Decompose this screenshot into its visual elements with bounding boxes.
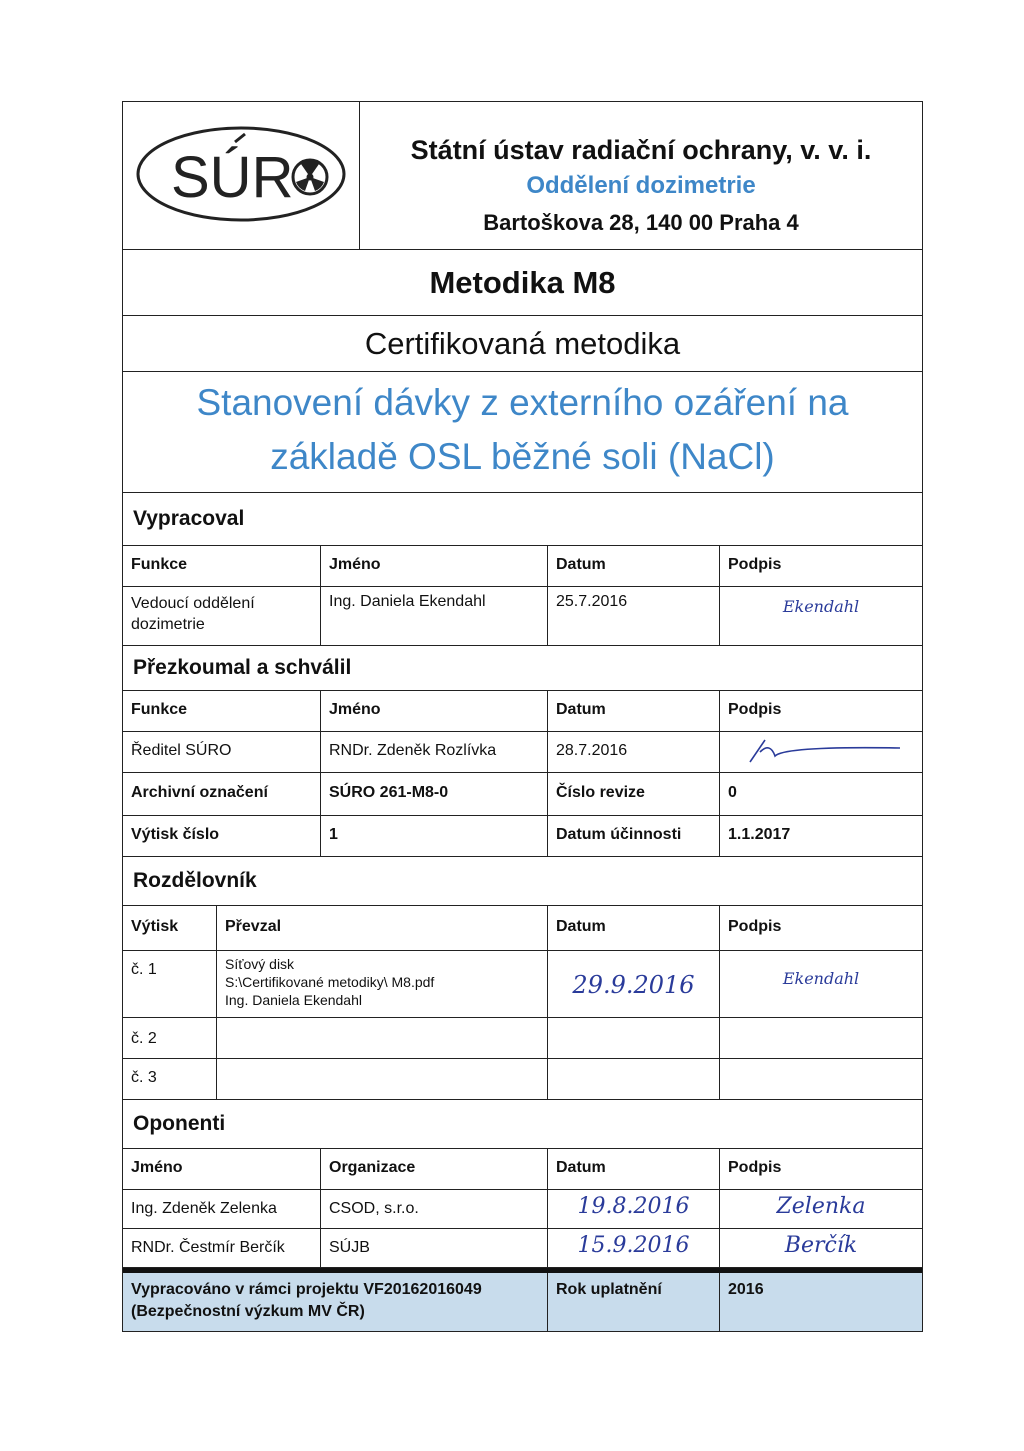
prepared-section <box>123 493 922 646</box>
prepared-signature: Ekendahl <box>782 597 860 616</box>
org-name: Státní ústav radiační ochrany, v. v. i. <box>410 135 872 165</box>
opponent-signature-2: Berčík <box>784 1233 858 1258</box>
approved-col-function: Funkce <box>123 691 321 731</box>
copy-value: 1 <box>321 816 548 856</box>
prepared-header-row <box>123 545 922 586</box>
distribution-signature-2 <box>720 1018 922 1058</box>
opponents-row-1 <box>123 1189 922 1228</box>
archive-label: Archivní označení <box>123 773 321 815</box>
opponent-signature-1: Zelenka <box>776 1194 866 1219</box>
subject-line-2: základě OSL běžné soli (NaCl) <box>270 436 775 477</box>
prepared-data-row <box>123 586 922 645</box>
header-row <box>123 102 922 250</box>
distribution-signature-1: Ekendahl <box>782 969 860 988</box>
distribution-received-1-line1: Síťový disk <box>225 956 295 972</box>
opponent-date-1: 19.8.2016 <box>548 1190 720 1228</box>
approved-function: Ředitel SÚRO <box>123 732 321 772</box>
footer-year-label: Rok uplatnění <box>548 1273 720 1331</box>
prepared-col-date: Datum <box>548 546 720 586</box>
opponent-name-1: Ing. Zdeněk Zelenka <box>123 1190 321 1228</box>
distribution-row-2 <box>123 1017 922 1058</box>
distribution-section <box>123 857 922 1100</box>
opponent-org-2: SÚJB <box>321 1229 548 1267</box>
opponents-col-date: Datum <box>548 1149 720 1189</box>
prepared-function-line2: dozimetrie <box>131 616 205 633</box>
opponents-section <box>123 1100 922 1268</box>
approved-name: RNDr. Zdeněk Rozlívka <box>321 732 548 772</box>
distribution-title: Rozdělovník <box>133 869 257 892</box>
prepared-col-function: Funkce <box>123 546 321 586</box>
approved-col-date: Datum <box>548 691 720 731</box>
logo-cell <box>123 102 360 249</box>
prepared-col-signature: Podpis <box>728 556 782 573</box>
effective-label: Datum účinnosti <box>548 816 720 856</box>
prepared-date: 25.7.2016 <box>548 587 720 645</box>
footer-project-line1: Vypracováno v rámci projektu VF20162016049 <box>131 1281 482 1298</box>
distribution-col-copy: Výtisk <box>123 906 217 950</box>
archive-row <box>123 772 922 815</box>
org-department: Oddělení dozimetrie <box>526 172 756 199</box>
subject-line-1: Stanovení dávky z externího ozáření na <box>196 382 849 423</box>
distribution-col-date: Datum <box>548 906 720 950</box>
footer-row <box>123 1268 922 1331</box>
prepared-name: Ing. Daniela Ekendahl <box>321 587 548 645</box>
distribution-col-received: Převzal <box>217 906 548 950</box>
opponents-col-name: Jméno <box>123 1149 321 1189</box>
footer-project-line2: (Bezpečnostní výzkum MV ČR) <box>131 1303 365 1320</box>
distribution-date-3 <box>548 1059 720 1099</box>
distribution-received-1-line2: S:\Certifikované metodiky\ M8.pdf <box>225 974 435 990</box>
opponent-org-1: CSOD, s.r.o. <box>321 1190 548 1228</box>
effective-value: 1.1.2017 <box>728 826 791 843</box>
document-title: Metodika M8 <box>123 250 922 316</box>
org-cell <box>360 102 922 249</box>
distribution-row-3 <box>123 1058 922 1099</box>
distribution-copy-1: č. 1 <box>123 951 217 1017</box>
prepared-col-name: Jméno <box>321 546 548 586</box>
document-type: Certifikovaná metodika <box>123 316 922 372</box>
approved-section <box>123 646 922 857</box>
opponents-title: Oponenti <box>133 1112 226 1135</box>
distribution-date-1: 29.9.2016 <box>548 951 720 1017</box>
opponents-col-signature: Podpis <box>728 1159 782 1176</box>
opponent-date-2: 15.9.2016 <box>548 1229 720 1267</box>
distribution-col-signature: Podpis <box>728 918 782 935</box>
revision-value: 0 <box>728 784 737 801</box>
copy-row <box>123 815 922 856</box>
distribution-row-1 <box>123 950 922 1017</box>
approved-header-row <box>123 690 922 731</box>
distribution-header-row <box>123 905 922 950</box>
approved-title: Přezkoumal a schválil <box>133 656 352 679</box>
approved-date: 28.7.2016 <box>548 732 720 772</box>
approved-col-name: Jméno <box>321 691 548 731</box>
org-address: Bartoškova 28, 140 00 Praha 4 <box>483 210 799 235</box>
opponents-col-org: Organizace <box>321 1149 548 1189</box>
opponents-row-2 <box>123 1228 922 1267</box>
logo-text: SÚR <box>171 145 294 210</box>
approved-signature <box>720 732 922 772</box>
distribution-received-2 <box>217 1018 548 1058</box>
subject-block <box>123 372 922 493</box>
distribution-received-1-line3: Ing. Daniela Ekendahl <box>225 992 362 1008</box>
approved-signature-icon <box>730 732 910 772</box>
distribution-received-3 <box>217 1059 548 1099</box>
suro-logo-icon <box>123 102 359 250</box>
footer-year-value: 2016 <box>728 1281 764 1298</box>
prepared-function <box>123 587 321 645</box>
distribution-copy-3: č. 3 <box>123 1059 217 1099</box>
distribution-received-1 <box>217 951 548 1017</box>
prepared-function-line1: Vedoucí oddělení <box>131 595 255 612</box>
opponent-name-2: RNDr. Čestmír Berčík <box>123 1229 321 1267</box>
prepared-title: Vypracoval <box>133 507 245 530</box>
document-subject <box>123 372 922 492</box>
document-frame <box>122 101 923 1332</box>
approved-data-row <box>123 731 922 772</box>
distribution-copy-2: č. 2 <box>123 1018 217 1058</box>
distribution-signature-3 <box>720 1059 922 1099</box>
distribution-date-2 <box>548 1018 720 1058</box>
footer-project <box>123 1273 548 1331</box>
opponents-header-row <box>123 1148 922 1189</box>
approved-col-signature: Podpis <box>728 701 782 718</box>
copy-label: Výtisk číslo <box>123 816 321 856</box>
revision-label: Číslo revize <box>548 773 720 815</box>
archive-value: SÚRO 261-M8-0 <box>321 773 548 815</box>
